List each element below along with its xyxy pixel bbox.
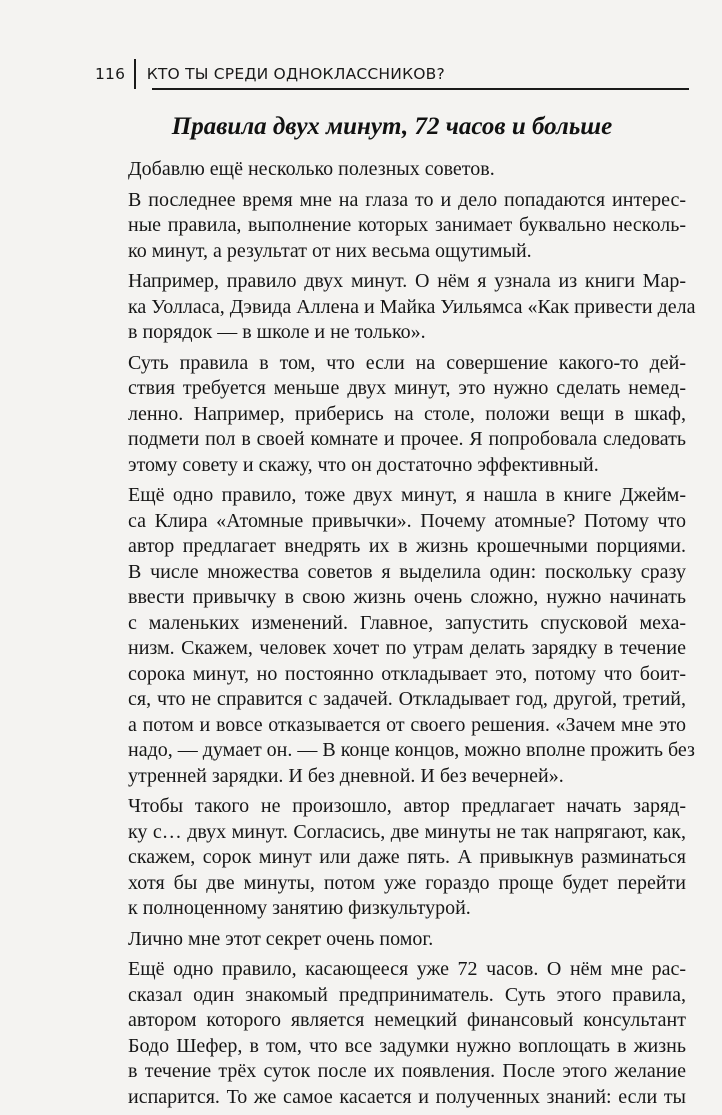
paragraph <box>104 157 686 183</box>
text-line: ленно. Например, приберись на столе, положи вещи в шкаф, <box>128 402 686 425</box>
text-line: низм. Скажем, человек хочет по утрам делать зарядку в течение <box>128 637 686 659</box>
text-line: Чтобы такого не произошло, автор предлагает начать заряд- <box>128 795 686 817</box>
text-line: а потом и вовсе отказывается от своего решения. «Зачем мне это <box>128 713 686 736</box>
text-line: автором которого является немецкий финансовый консультант <box>128 1009 686 1031</box>
paragraph <box>104 351 686 479</box>
text-line: в порядок — в школе и не только». <box>128 321 426 343</box>
text-line: В числе множества советов я выделила один: поскольку сразу <box>128 560 686 583</box>
text-line: ствия требуется меньше двух минут, это нужно сделать немед- <box>128 377 686 399</box>
header-rule <box>152 88 689 90</box>
text-line: с маленьких изменений. Главное, запустить спусковой меха- <box>128 611 686 634</box>
paragraph <box>104 957 686 1110</box>
text-line: скажем, сорок минут или даже пять. А привыкнув разминаться <box>128 846 686 868</box>
text-line: Добавлю ещё несколько полезных советов. <box>128 158 495 180</box>
chapter-title: КТО ТЫ СРЕДИ ОДНОКЛАССНИКОВ? <box>146 65 445 83</box>
text-line: утренней зарядки. И без дневной. И без вечерней». <box>128 764 564 787</box>
text-line: Суть правила в том, что если на совершение какого-то дей- <box>128 351 686 374</box>
text-line: сорока минут, но постоянно откладывает это, потому что боит- <box>128 662 686 685</box>
section-heading: Правила двух минут, 72 часов и больше <box>171 113 613 140</box>
text-line: Например, правило двух минут. О нём я узнала из книги Мар- <box>128 270 686 292</box>
page-number: 116 <box>95 65 126 83</box>
text-line: Ещё одно правило, касающееся уже 72 часов. О нём мне рас- <box>128 958 686 980</box>
text-line: надо, — думает он. — В конце концов, можно вполне прожить без <box>128 739 695 761</box>
text-line: испарится. То же самое касается и полученных знаний: если ты <box>128 1085 686 1108</box>
text-line: Бодо Шефер, в том, что все задумки нужно воплощать в жизнь <box>128 1034 686 1057</box>
text-line: сказал один знакомый предприниматель. Суть этого правила, <box>128 983 686 1006</box>
text-line: подмети пол в своей комнате и прочее. Я попробовала следовать <box>128 428 686 450</box>
text-line: этому совету и скажу, что он достаточно эффективный. <box>128 453 599 476</box>
text-line: Лично мне этот секрет очень помог. <box>128 927 434 950</box>
text-line: ввести привычку в свою жизнь очень сложно, нужно начинать <box>128 586 686 608</box>
paragraph <box>104 483 695 789</box>
paragraph <box>104 927 686 953</box>
running-header <box>95 58 689 90</box>
text-line: ка Уолласа, Дэвида Аллена и Майка Уильямса «Как привести дела <box>128 295 696 318</box>
text-line: ку с… двух минут. Согласись, две минуты не так напрягают, как, <box>128 820 686 843</box>
paragraph <box>104 269 696 346</box>
text-line: хотя бы две минуты, потом уже гораздо проще будет перейти <box>128 871 686 894</box>
text-line: ные правила, выполнение которых занимает буквально несколь- <box>128 214 686 236</box>
text-line: в течение трёх суток после их появления. После этого желание <box>128 1060 686 1082</box>
text-line: автор предлагает внедрять их в жизнь крошечными порциями. <box>128 535 686 557</box>
text-line: ко минут, а результат от них весьма ощутимый. <box>128 239 532 262</box>
text-line: Ещё одно правило, тоже двух минут, я нашла в книге Джейм- <box>128 484 686 506</box>
body-text <box>104 157 696 1115</box>
paragraph <box>104 188 686 265</box>
text-line: к полноценному занятию физкультурой. <box>128 897 471 919</box>
paragraph <box>104 794 686 922</box>
text-line: ся, что не справится с задачей. Откладывает год, другой, третий, <box>128 688 686 710</box>
text-line: В последнее время мне на глаза то и дело попадаются интерес- <box>128 188 686 211</box>
text-line: са Клира «Атомные привычки». Почему атомные? Потому что <box>128 509 686 532</box>
header-divider <box>134 59 136 89</box>
